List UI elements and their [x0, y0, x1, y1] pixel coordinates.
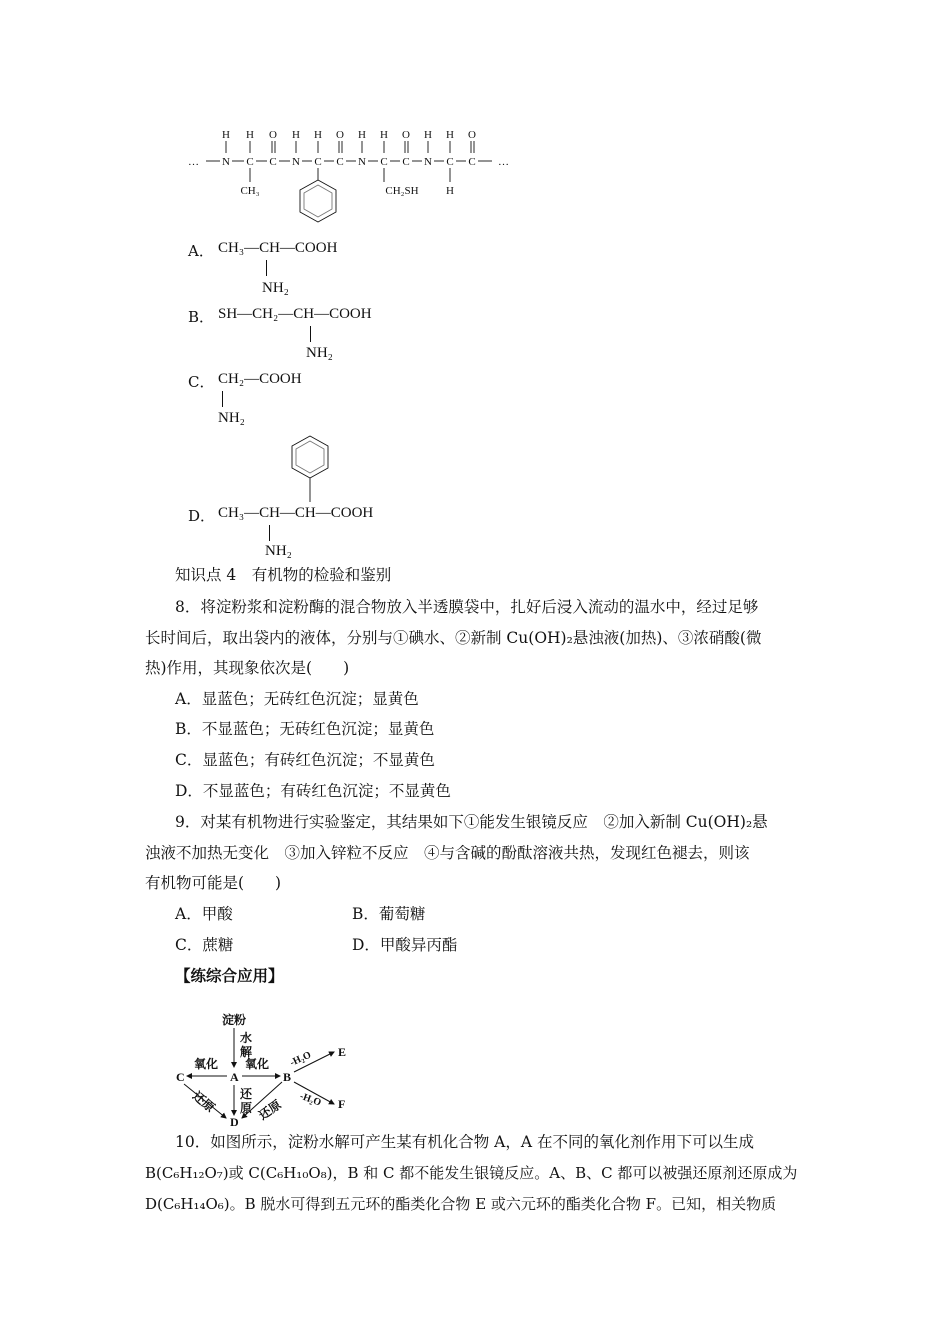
peptide-top-atom: O [402, 129, 410, 141]
peptide-top-atom: O [468, 129, 476, 141]
scheme-node-a: A [230, 1070, 239, 1084]
peptide-top-atom: H [380, 129, 388, 141]
q8-option-a: A．显蓝色；无砖红色沉淀；显黄色 [175, 690, 419, 708]
peptide-chain-atom: N [292, 156, 300, 168]
peptide-top-atom: H [246, 129, 254, 141]
reaction-scheme [170, 1010, 360, 1130]
q8-line3: 热)作用，其现象依次是( ) [145, 659, 350, 677]
formula-main: CH₃—CH—COOH [218, 240, 338, 256]
scheme-node-f: F [338, 1097, 346, 1111]
peptide-structure [180, 122, 520, 230]
bond-line [222, 391, 223, 407]
option-label: C． [188, 373, 215, 391]
peptide-chain-atom: C [314, 156, 322, 168]
scheme-node-d: D [230, 1115, 239, 1129]
peptide-sub-h: H [446, 185, 454, 197]
bond-line [266, 260, 267, 276]
formula-main: CH₂—COOH [218, 371, 302, 387]
peptide-top-atom: H [222, 129, 230, 141]
q9-line3: 有机物可能是( ) [145, 874, 282, 892]
formula-nh2: NH₂ [306, 345, 333, 361]
q10-line2: B(C₆H₁₂O₇)或 C(C₆H₁₀O₈)，B 和 C 都不能发生银镜反应。A、B、C 都可以被强还原剂还原成为 [145, 1164, 798, 1182]
peptide-top-atom: H [424, 129, 432, 141]
q10-line3: D(C₆H₁₄O₆)。B 脱水可得到五元环的酯类化合物 E 或六元环的酯类化合物 F。已知，相关物质 [145, 1195, 777, 1213]
peptide-chain-atom: C [402, 156, 410, 168]
peptide-top-atom: H [358, 129, 366, 141]
q10-line1: 10．如图所示，淀粉水解可产生某有机化合物 A，A 在不同的氧化剂作用下可以生成 [175, 1133, 754, 1151]
option-7a [188, 240, 338, 261]
scheme-node-b: B [283, 1070, 292, 1084]
q8-option-b: B．不显蓝色；无砖红色沉淀；显黄色 [175, 720, 435, 738]
scheme-reduce-mid: 原 [240, 1101, 253, 1115]
q9-line2: 浊液不加热无变化 ③加入锌粒不反应 ④与含碱的酚酞溶液共热，发现红色褪去，则该 [145, 844, 750, 862]
option-label: D． [188, 507, 216, 525]
peptide-sub-ch3: CH₃ [240, 185, 260, 197]
formula-nh2: NH₂ [265, 543, 292, 559]
formula-nh2: NH₂ [262, 280, 289, 296]
option-7d [188, 505, 374, 526]
option-7b [188, 306, 372, 327]
formula-nh2: NH₂ [218, 410, 245, 426]
scheme-node-e: E [338, 1045, 347, 1059]
peptide-dots-right: … [498, 156, 509, 168]
bond-line [310, 326, 311, 342]
scheme-h2o-e: -H₂O [288, 1049, 313, 1069]
scheme-oxid-left: 氧化 [194, 1057, 219, 1071]
q8-option-c: C．显蓝色；有砖红色沉淀；不显黄色 [175, 751, 435, 769]
option-label: A． [188, 242, 214, 260]
scheme-start: 淀粉 [222, 1013, 247, 1027]
section-heading-apply: 【练综合应用】 [175, 966, 284, 985]
peptide-dots-left: … [188, 156, 199, 168]
peptide-top-atom: O [336, 129, 344, 141]
bond-line [269, 525, 270, 541]
scheme-node-c: C [176, 1070, 185, 1084]
peptide-top-atom: H [314, 129, 322, 141]
peptide-sub-ch2sh: CH₂SH [385, 185, 419, 197]
scheme-reduce-mid: 还 [240, 1087, 253, 1101]
peptide-chain-atom: N [424, 156, 432, 168]
scheme-hydrolysis: 水 [240, 1031, 253, 1045]
peptide-top-atom: O [269, 129, 277, 141]
peptide-top-atom: H [446, 129, 454, 141]
peptide-chain-atom: C [468, 156, 476, 168]
peptide-chain-atom: C [336, 156, 344, 168]
q8-option-d: D．不显蓝色；有砖红色沉淀；不显黄色 [175, 782, 451, 800]
option-7c [188, 371, 302, 392]
peptide-chain-atom: C [246, 156, 254, 168]
q8-line2: 长时间后，取出袋内的液体，分别与①碘水、②新制 Cu(OH)₂悬浊液(加热)、③浓硝酸(微 [145, 629, 762, 647]
peptide-chain-atom: N [222, 156, 230, 168]
peptide-chain-atom: C [380, 156, 388, 168]
q9-option-b: B．葡萄糖 [352, 905, 426, 923]
peptide-chain-atom: N [358, 156, 366, 168]
scheme-reduce-left: 还原 [190, 1088, 218, 1115]
peptide-chain-atom: C [446, 156, 454, 168]
scheme-reduce-right: 还原 [256, 1097, 284, 1123]
q9-option-c: C．蔗糖 [175, 936, 234, 954]
section-heading-4: 知识点 4 有机物的检验和鉴别 [175, 566, 392, 584]
q9-line1: 9．对某有机物进行实验鉴定，其结果如下①能发生银镜反应 ②加入新制 Cu(OH)₂悬 [175, 813, 768, 831]
benzene-ring-d [285, 432, 335, 510]
option-label: B． [188, 308, 215, 326]
q9-option-a: A．甲酸 [175, 905, 233, 923]
scheme-hydrolysis: 解 [240, 1045, 253, 1059]
scheme-oxid-right: 氧化 [245, 1057, 270, 1071]
peptide-top-atom: H [292, 129, 300, 141]
formula-main: SH—CH₂—CH—COOH [218, 306, 372, 322]
scheme-h2o-f: -H₂O [298, 1090, 323, 1109]
formula-main: CH₃—CH—CH—COOH [218, 505, 374, 521]
q8-line1: 8．将淀粉浆和淀粉酶的混合物放入半透膜袋中，扎好后浸入流动的温水中，经过足够 [175, 598, 759, 616]
peptide-chain-atom: C [269, 156, 277, 168]
q9-option-d: D．甲酸异丙酯 [352, 936, 458, 954]
